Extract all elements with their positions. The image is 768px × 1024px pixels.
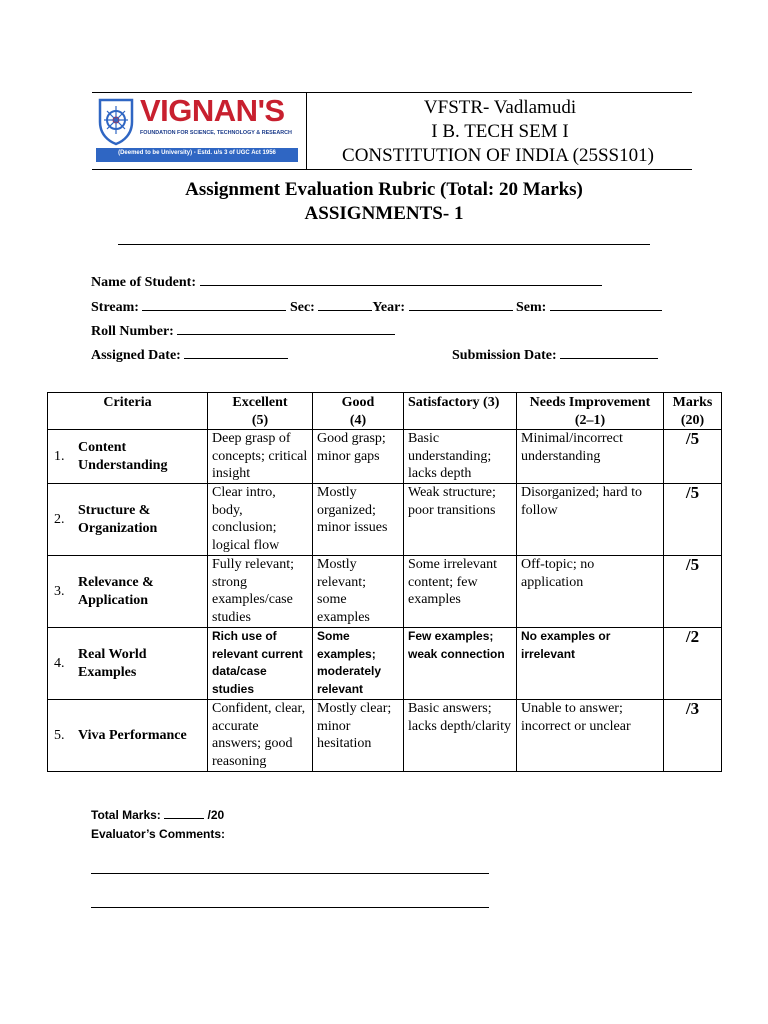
excellent-cell: Rich use of relevant current data/case studies	[208, 628, 313, 700]
criteria-cell	[48, 484, 208, 556]
criteria-name: Real World Examples	[78, 646, 147, 680]
header-excellent-label: Excellent	[232, 395, 288, 410]
submission-date-field[interactable]	[560, 347, 658, 359]
header-needs-label: Needs Improvement	[529, 395, 651, 410]
sec-field[interactable]	[318, 299, 372, 311]
total-marks-row	[91, 808, 224, 822]
criteria-cell	[48, 556, 208, 628]
criteria-name: Viva Performance	[78, 727, 187, 743]
table-row	[48, 628, 722, 700]
stream-field[interactable]	[142, 299, 286, 311]
criteria-number: 4.	[54, 655, 65, 671]
good-cell: Good grasp; minor gaps	[313, 430, 404, 484]
comment-line-1[interactable]	[91, 873, 489, 874]
criteria-number: 2.	[54, 511, 65, 527]
table-row	[48, 700, 722, 772]
year-field[interactable]	[409, 299, 513, 311]
satisfactory-cell: Weak structure; poor transitions	[404, 484, 517, 556]
needs-improvement-cell: No examples or irrelevant	[517, 628, 664, 700]
header-needs-points: (2–1)	[574, 412, 606, 428]
stream-label: Stream:	[91, 300, 139, 315]
marks-cell[interactable]: /2	[664, 628, 722, 700]
submission-date-row	[452, 347, 658, 364]
title-separator	[118, 244, 650, 245]
sec-label: Sec:	[289, 300, 315, 315]
excellent-cell: Confident, clear, accurate answers; good reasoning	[208, 700, 313, 772]
year-label: Year:	[372, 300, 405, 315]
marks-cell[interactable]: /5	[664, 430, 722, 484]
total-marks-suffix: /20	[207, 808, 225, 822]
header-criteria: Criteria	[48, 393, 208, 430]
program-line: I B. TECH SEM I	[431, 121, 569, 142]
table-row	[48, 556, 722, 628]
header-satisfactory: Satisfactory (3)	[404, 393, 517, 430]
roll-number-label: Roll Number:	[91, 324, 174, 339]
logo-band	[96, 148, 298, 162]
institution-line: VFSTR- Vadlamudi	[423, 97, 577, 118]
criteria-cell	[48, 700, 208, 772]
header-good-label: Good	[341, 395, 375, 410]
header-needs-improvement	[517, 393, 664, 430]
sem-label: Sem:	[516, 300, 547, 315]
stream-row	[91, 299, 662, 316]
roll-number-field[interactable]	[177, 323, 395, 335]
rubric-table	[47, 392, 722, 772]
roll-number-row	[91, 323, 395, 340]
comment-line-2[interactable]	[91, 907, 489, 908]
criteria-cell	[48, 628, 208, 700]
shield-emblem-icon	[96, 96, 136, 146]
university-logo	[96, 93, 298, 166]
header-bottom-rule	[92, 169, 692, 170]
assigned-date-field[interactable]	[184, 347, 288, 359]
criteria-number: 3.	[54, 583, 65, 599]
logo-tagline: FOUNDATION FOR SCIENCE, TECHNOLOGY & RESEARCH	[140, 130, 292, 136]
student-name-field[interactable]	[200, 274, 602, 286]
criteria-cell	[48, 430, 208, 484]
header-marks	[664, 393, 722, 430]
header-excellent	[208, 393, 313, 430]
course-line: CONSTITUTION OF INDIA (25SS101)	[342, 145, 654, 166]
rubric-title: Assignment Evaluation Rubric (Total: 20 Marks)	[185, 179, 583, 200]
table-row	[48, 484, 722, 556]
student-name-label: Name of Student:	[91, 275, 196, 290]
sem-field[interactable]	[550, 299, 662, 311]
excellent-cell: Fully relevant; strong examples/case studies	[208, 556, 313, 628]
header-excellent-points: (5)	[251, 412, 269, 428]
assigned-date-label: Assigned Date:	[91, 348, 181, 363]
criteria-name: Structure & Organization	[78, 502, 158, 536]
table-row	[48, 430, 722, 484]
good-cell: Mostly clear; minor hesitation	[313, 700, 404, 772]
good-cell: Mostly relevant; some examples	[313, 556, 404, 628]
evaluator-comments-label: Evaluator’s Comments:	[91, 827, 226, 841]
header-marks-label: Marks	[672, 395, 713, 410]
criteria-name: Content Understanding	[78, 439, 168, 473]
needs-improvement-cell: Unable to answer; incorrect or unclear	[517, 700, 664, 772]
criteria-name: Relevance & Application	[78, 574, 154, 608]
satisfactory-cell: Some irrelevant content; few examples	[404, 556, 517, 628]
logo-band-text: (Deemed to be University) - Estd. u/s 3 of UGC Act 1956	[118, 150, 276, 156]
needs-improvement-cell: Minimal/incorrect understanding	[517, 430, 664, 484]
assigned-date-row	[91, 347, 288, 364]
excellent-cell: Deep grasp of concepts; critical insight	[208, 430, 313, 484]
needs-improvement-cell: Disorganized; hard to follow	[517, 484, 664, 556]
criteria-number: 1.	[54, 448, 65, 464]
header-good	[313, 393, 404, 430]
needs-improvement-cell: Off-topic; no application	[517, 556, 664, 628]
good-cell: Mostly organized; minor issues	[313, 484, 404, 556]
submission-date-label: Submission Date:	[452, 348, 557, 363]
total-marks-field[interactable]	[164, 809, 204, 819]
header-text	[308, 96, 692, 168]
logo-wordmark: VIGNAN'S	[140, 93, 285, 128]
satisfactory-cell: Few examples; weak connection	[404, 628, 517, 700]
satisfactory-cell: Basic understanding; lacks depth	[404, 430, 517, 484]
satisfactory-cell: Basic answers; lacks depth/clarity	[404, 700, 517, 772]
marks-cell[interactable]: /3	[664, 700, 722, 772]
header-good-points: (4)	[349, 412, 367, 428]
marks-cell[interactable]: /5	[664, 484, 722, 556]
total-marks-label: Total Marks:	[91, 808, 161, 822]
assignment-subtitle: ASSIGNMENTS- 1	[304, 203, 464, 224]
excellent-cell: Clear intro, body, conclusion; logical flow	[208, 484, 313, 556]
student-name-row	[91, 274, 602, 291]
table-header-row	[48, 393, 722, 430]
marks-cell[interactable]: /5	[664, 556, 722, 628]
criteria-number: 5.	[54, 727, 65, 743]
header-marks-points: (20)	[680, 412, 705, 428]
good-cell: Some examples; moderately relevant	[313, 628, 404, 700]
